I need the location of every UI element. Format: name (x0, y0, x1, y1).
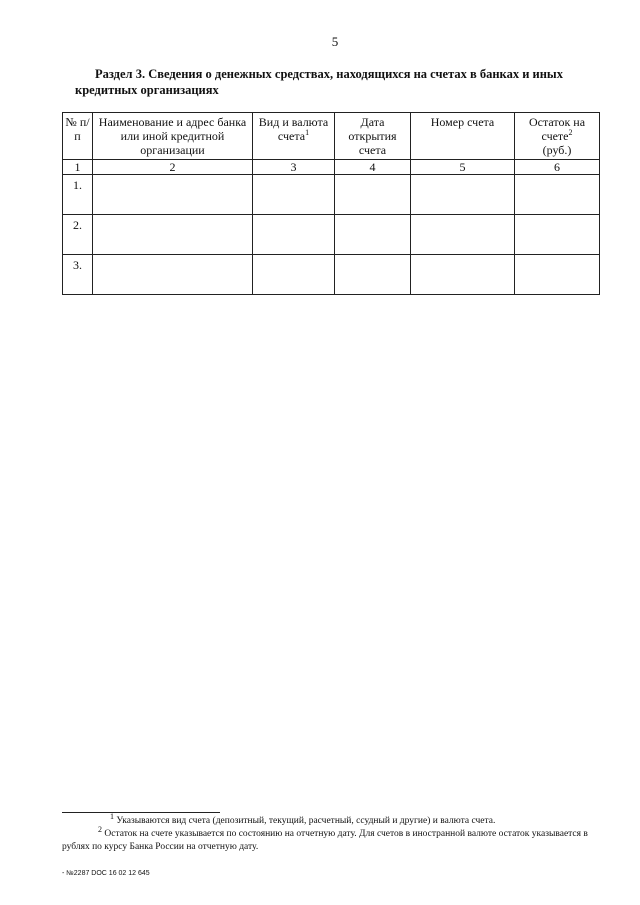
header-open-date: Дата открытия счета (335, 113, 411, 160)
row-number: 2. (63, 215, 93, 255)
footnote-mark: 2 (98, 824, 102, 834)
table-cell[interactable] (253, 175, 335, 215)
header-account-type: Вид и валюта счета$^1$ (253, 113, 335, 160)
row-number: 3. (63, 255, 93, 295)
column-number: 5 (411, 160, 515, 175)
column-number: 6 (515, 160, 600, 175)
header-number: № п/п (63, 113, 93, 160)
footnote-text: Остаток на счете указывается по состоянию на отчетную дату. Для счетов в иностранной валюте остаток указывается в рублях по курсу Банка России на отчетную дату. (62, 829, 588, 852)
table-cell[interactable] (253, 255, 335, 295)
table-cell[interactable] (515, 175, 600, 215)
header-account-number: Номер счета (411, 113, 515, 160)
table-cell[interactable] (93, 175, 253, 215)
table-row (63, 255, 600, 295)
column-number: 2 (93, 160, 253, 175)
table-row (63, 215, 600, 255)
table-cell[interactable] (93, 255, 253, 295)
footnote-2 (62, 824, 602, 854)
table-cell[interactable] (411, 215, 515, 255)
table-cell[interactable] (515, 215, 600, 255)
table-row (63, 175, 600, 215)
table-cell[interactable] (335, 215, 411, 255)
table-cell[interactable] (335, 175, 411, 215)
table-cell[interactable] (253, 215, 335, 255)
footnote-divider (62, 812, 220, 813)
footnote-mark: 1 (110, 811, 114, 821)
accounts-table (62, 112, 600, 295)
table-cell[interactable] (335, 255, 411, 295)
footnote-text: Указываются вид счета (депозитный, текущий, расчетный, ссудный и другие) и валюта счета. (116, 816, 496, 826)
table-cell[interactable] (411, 255, 515, 295)
column-number: 1 (63, 160, 93, 175)
header-balance: Остаток на счете$^2$ (руб.) (515, 113, 600, 160)
table-cell[interactable] (93, 215, 253, 255)
header-bank-name: Наименование и адрес банка или иной кредитной организации (93, 113, 253, 160)
column-number: 3 (253, 160, 335, 175)
document-code: - №2287 DOC 16 02 12 645 (62, 870, 150, 877)
column-number: 4 (335, 160, 411, 175)
table-header-row (63, 113, 600, 160)
section-title: Раздел 3. Сведения о денежных средствах, находящихся на счетах в банках и иных кредитных организациях (75, 67, 563, 97)
table-cell[interactable] (411, 175, 515, 215)
column-number-row (63, 160, 600, 175)
table-cell[interactable] (515, 255, 600, 295)
page-number: 5 (331, 34, 339, 49)
footnote-1 (110, 811, 610, 828)
row-number: 1. (63, 175, 93, 215)
